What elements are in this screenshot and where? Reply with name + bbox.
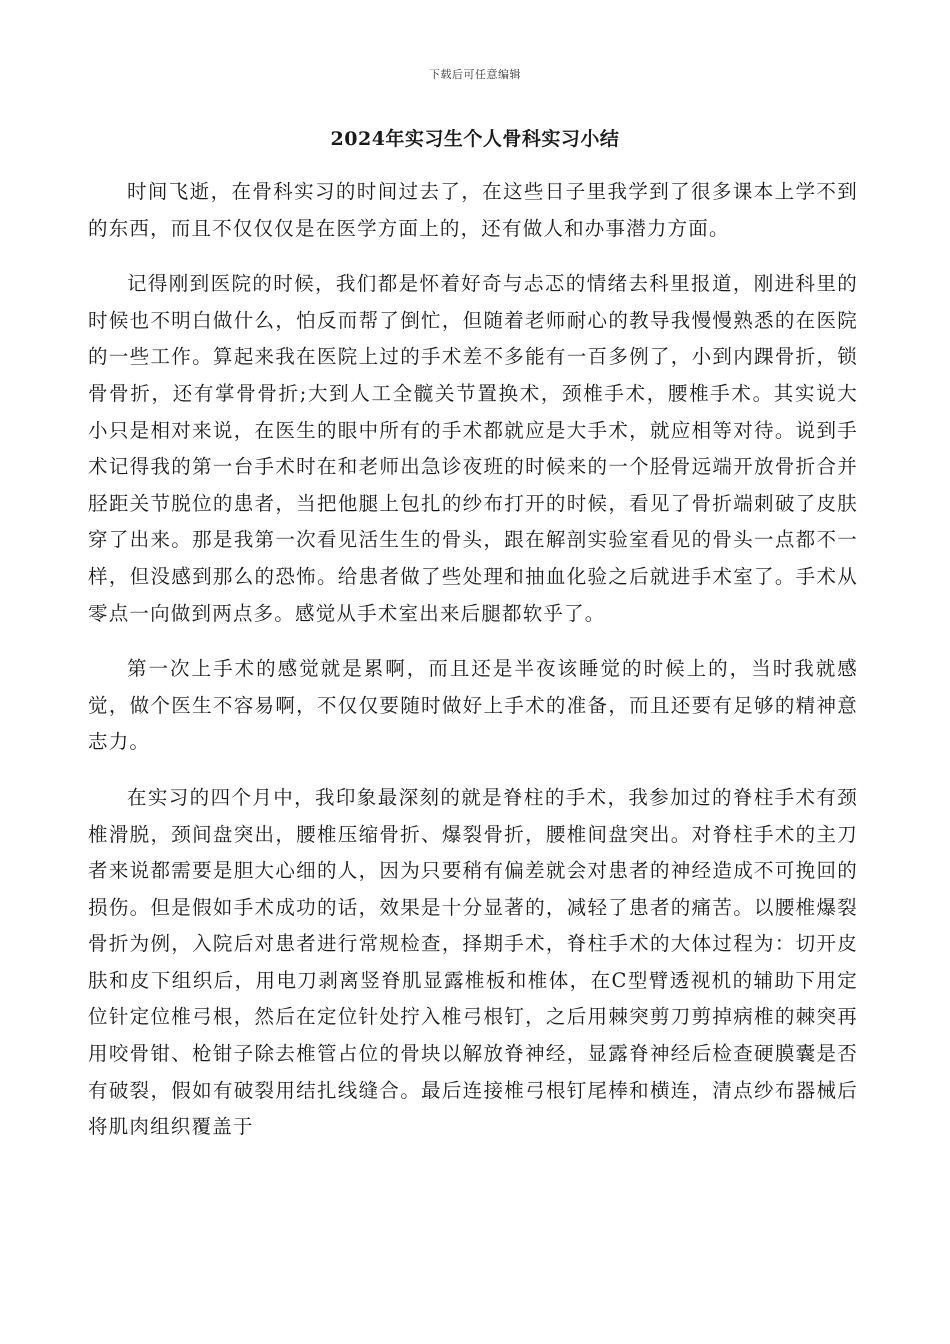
paragraph: 记得刚到医院的时候，我们都是怀着好奇与忐忑的情绪去科里报道，刚进科里的时候也不明白做什么，怕反而帮了倒忙，但随着老师耐心的教导我慢慢熟悉的在医院的一些工作。算起来我在医院上过的手术差不多能有一百多例了，小到内踝骨折，锁骨骨折，还有掌骨骨折;大到人工全髋关节置换术，颈椎手术，腰椎手术。其实说大小只是相对来说，在医生的眼中所有的手术都就应是大手术，就应相等对待。说到手术记得我的第一台手术时在和老师出急诊夜班的时候来的一个胫骨远端开放骨折合并胫距关节脱位的患者，当把他腿上包扎的纱布打开的时候，看见了骨折端刺破了皮肤穿了出来。那是我第一次看见活生生的骨头，跟在解剖实验室看见的骨头一点都不一样，但没感到那么的恐怖。给患者做了些处理和抽血化验之后就进手术室了。手术从零点一向做到两点多。感觉从手术室出来后腿都软乎了。: [88, 272, 858, 625]
document-title: 2024年实习生个人骨科实习小结: [330, 128, 620, 150]
paragraph: 第一次上手术的感觉就是累啊，而且还是半夜该睡觉的时候上的，当时我就感觉，做个医生不容易啊，不仅仅要随时做好上手术的准备，而且还要有足够的精神意志力。: [88, 657, 858, 754]
paragraph: 时间飞逝，在骨科实习的时间过去了，在这些日子里我学到了很多课本上学不到的东西，而且不仅仅仅是在医学方面上的，还有做人和办事潜力方面。: [88, 180, 858, 240]
paragraph: 在实习的四个月中，我印象最深刻的就是脊柱的手术，我参加过的脊柱手术有颈椎滑脱，颈间盘突出，腰椎压缩骨折、爆裂骨折，腰椎间盘突出。对脊柱手术的主刀者来说都需要是胆大心细的人，因为只要稍有偏差就会对患者的神经造成不可挽回的损伤。但是假如手术成功的话，效果是十分显著的，减轻了患者的痛苦。以腰椎爆裂骨折为例，入院后对患者进行常规检查，择期手术，脊柱手术的大体过程为：切开皮肤和皮下组织后，用电刀剥离竖脊肌显露椎板和椎体，在C型臂透视机的辅助下用定位针定位椎弓根，然后在定位针处拧入椎弓根钉，之后用棘突剪刀剪掉病椎的棘突再用咬骨钳、枪钳子除去椎管占位的骨块以解放脊神经，显露脊神经后检查硬膜囊是否有破裂，假如有破裂用结扎线缝合。最后连接椎弓根钉尾棒和横连，清点纱布器械后将肌肉组织覆盖于: [88, 785, 858, 1139]
document-body: [88, 174, 858, 1146]
header-note: 下载后可任意编辑: [429, 68, 521, 81]
